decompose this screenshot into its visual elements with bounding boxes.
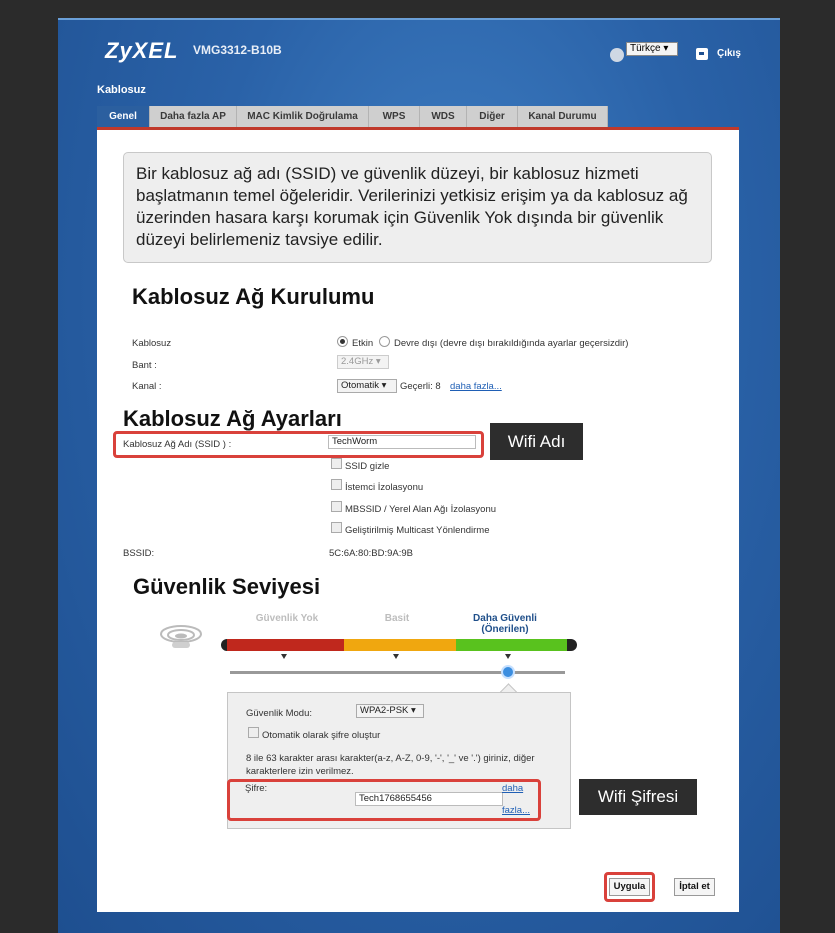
tab-mac-auth[interactable]: MAC Kimlik Doğrulama bbox=[237, 106, 369, 127]
language-value: Türkçe bbox=[630, 43, 661, 54]
frame-top-border bbox=[58, 18, 780, 20]
tab-wds[interactable]: WDS bbox=[420, 106, 467, 127]
auto-password-checkbox[interactable] bbox=[248, 727, 259, 738]
bar-orange bbox=[344, 639, 456, 651]
mbssid-label: MBSSID / Yerel Alan Ağı İzolasyonu bbox=[345, 504, 497, 515]
enabled-label: Etkin bbox=[352, 338, 374, 349]
zyxel-logo: ZyXEL bbox=[105, 38, 179, 63]
tab-daha-fazla-ap[interactable]: Daha fazla AP bbox=[150, 106, 237, 127]
bar-green bbox=[456, 639, 567, 651]
wireless-label: Kablosuz bbox=[132, 338, 172, 349]
channel-value: Otomatik bbox=[341, 380, 380, 391]
channel-label: Kanal : bbox=[132, 381, 162, 392]
mode-label: Güvenlik Modu: bbox=[246, 708, 313, 719]
model-name: VMG3312-B10B bbox=[193, 43, 282, 57]
password-more-link-1[interactable]: daha bbox=[502, 783, 524, 794]
level-none[interactable]: Güvenlik Yok bbox=[255, 613, 319, 624]
cancel-button[interactable]: İptal et bbox=[674, 878, 715, 896]
mode-select[interactable]: WPA2-PSK ▾ bbox=[356, 704, 424, 718]
tick-secure bbox=[505, 654, 511, 659]
section-title: Kablosuz bbox=[97, 84, 146, 96]
bssid-label: BSSID: bbox=[123, 548, 155, 559]
channel-select[interactable]: Otomatik ▾ bbox=[337, 379, 397, 393]
ssid-callout: Wifi Adı bbox=[490, 423, 583, 460]
password-callout: Wifi Şifresi bbox=[579, 779, 697, 815]
tick-basic bbox=[393, 654, 399, 659]
bar-cap-right bbox=[567, 639, 577, 651]
tab-bar bbox=[97, 106, 608, 127]
ssid-input[interactable]: TechWorm bbox=[328, 435, 476, 449]
band-label: Bant : bbox=[132, 360, 157, 371]
apply-button[interactable]: Uygula bbox=[609, 878, 650, 896]
multicast-checkbox[interactable] bbox=[331, 522, 342, 533]
ssid-hide-label: SSID gizle bbox=[345, 461, 390, 472]
security-bar bbox=[221, 639, 577, 651]
tab-wps[interactable]: WPS bbox=[369, 106, 420, 127]
band-select: 2.4GHz ▾ bbox=[337, 355, 389, 369]
password-input[interactable]: Tech1768655456 bbox=[355, 792, 503, 806]
band-value: 2.4GHz bbox=[341, 356, 374, 367]
tab-genel[interactable]: Genel bbox=[97, 106, 150, 127]
client-isolation-label: İstemci İzolasyonu bbox=[345, 482, 424, 493]
language-select[interactable]: Türkçe ▾ bbox=[626, 42, 678, 56]
bar-red bbox=[227, 639, 344, 651]
globe-icon bbox=[610, 48, 624, 62]
enabled-radio[interactable] bbox=[337, 336, 348, 347]
channel-more-link[interactable]: daha fazla... bbox=[450, 381, 502, 392]
multicast-label: Geliştirilmiş Multicast Yönlendirme bbox=[345, 525, 490, 536]
level-basic[interactable]: Basit bbox=[384, 613, 410, 624]
ssid-hide-checkbox[interactable] bbox=[331, 458, 342, 469]
bssid-value: 5C:6A:80:BD:9A:9B bbox=[329, 548, 413, 559]
password-hint: 8 ile 63 karakter arası karakter(a-z, A-Z, 0-9, '-', '_' ve '.') giriniz, diğer karakterlere izin verilmez. bbox=[246, 753, 535, 777]
tick-none bbox=[281, 654, 287, 659]
info-box: Bir kablosuz ağ adı (SSID) ve güvenlik düzeyi, bir kablosuz hizmeti başlatmanın temel öğeleridir. Verilerinizi yetkisiz erişim ya da kablosuz ağ üzerinden hasara karşı korumak için Güvenlik Yok dışında bir güvenlik düzeyi belirlemeniz tavsiye edilir. bbox=[123, 152, 712, 263]
security-title: Güvenlik Seviyesi bbox=[133, 574, 321, 599]
router-icon bbox=[158, 624, 204, 650]
disabled-radio[interactable] bbox=[379, 336, 390, 347]
security-slider-knob[interactable] bbox=[501, 665, 515, 679]
content-panel bbox=[97, 130, 739, 912]
tab-diger[interactable]: Diğer bbox=[467, 106, 518, 127]
tab-kanal-durumu[interactable]: Kanal Durumu bbox=[518, 106, 608, 127]
exit-link[interactable]: Çıkış bbox=[717, 48, 741, 59]
level-secure[interactable]: Daha Güvenli (Önerilen) bbox=[473, 613, 537, 635]
client-isolation-checkbox[interactable] bbox=[331, 479, 342, 490]
password-label: Şifre: bbox=[245, 783, 268, 794]
password-more-link-2[interactable]: fazla... bbox=[502, 805, 530, 816]
mbssid-checkbox[interactable] bbox=[331, 501, 342, 512]
exit-icon[interactable] bbox=[696, 48, 708, 60]
router-admin-frame bbox=[58, 18, 780, 933]
auto-password-label: Otomatik olarak şifre oluştur bbox=[262, 730, 381, 741]
settings-title: Kablosuz Ağ Ayarları bbox=[123, 406, 342, 431]
disabled-label: Devre dışı (devre dışı bırakıldığında ayarlar geçersizdir) bbox=[394, 338, 629, 349]
channel-current: Geçerli: 8 bbox=[400, 381, 441, 392]
mode-value: WPA2-PSK bbox=[360, 705, 409, 716]
setup-title: Kablosuz Ağ Kurulumu bbox=[132, 284, 375, 309]
ssid-label: Kablosuz Ağ Adı (SSID ) : bbox=[123, 439, 232, 450]
